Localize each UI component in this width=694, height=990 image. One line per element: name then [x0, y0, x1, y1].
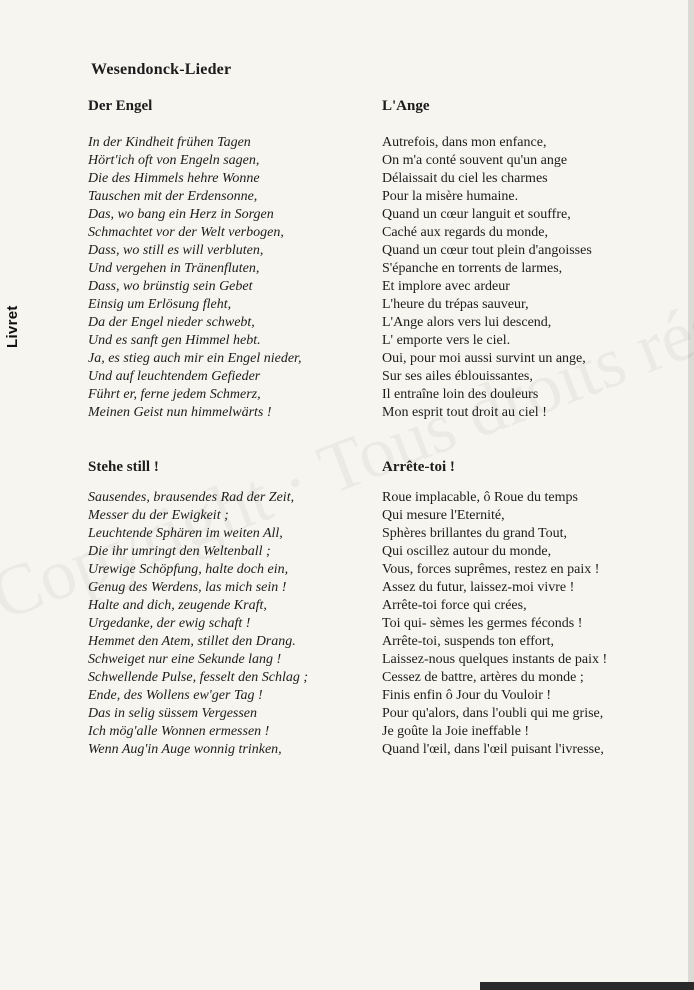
verse-line: L' emporte vers le ciel. — [382, 333, 511, 348]
verse-line: Délaissait du ciel les charmes — [382, 171, 548, 186]
verse-line: Assez du futur, laissez-moi vivre ! — [382, 580, 575, 595]
verse-line: Halte and dich, zeugende Kraft, — [88, 598, 267, 613]
verse-line: Tauschen mit der Erdensonne, — [88, 189, 258, 204]
verse-line: Ja, es stieg auch mir ein Engel nieder, — [88, 351, 302, 366]
verse-line: L'Ange alors vers lui descend, — [382, 315, 552, 330]
verse-line: Urewige Schöpfung, halte doch ein, — [88, 562, 289, 577]
verse-line: Das in selig süssem Vergessen — [88, 706, 258, 721]
section-tab — [0, 298, 30, 358]
verse-line: Et implore avec ardeur — [382, 279, 510, 294]
poem-1-french-text — [382, 134, 672, 422]
poem-2-german-heading-block — [88, 458, 378, 476]
verse-line: Arrête-toi force qui crées, — [382, 598, 527, 613]
verse-line: Qui oscillez autour du monde, — [382, 544, 552, 559]
verse-line: Oui, pour moi aussi survint un ange, — [382, 351, 586, 366]
poem-1-german-text — [88, 134, 378, 422]
verse-line: Il entraîne loin des douleurs — [382, 387, 539, 402]
verse-line: Je goûte la Joie ineffable ! — [382, 724, 530, 739]
verse-line: Meinen Geist nun himmelwärts ! — [88, 405, 272, 420]
poem-1-german-heading-block — [88, 97, 378, 115]
verse-line: Sur ses ailes éblouissantes, — [382, 369, 533, 384]
verse-line: Wenn Aug'in Auge wonnig trinken, — [88, 742, 282, 757]
scan-edge-band — [480, 982, 694, 990]
verse-line: Laissez-nous quelques instants de paix ! — [382, 652, 608, 667]
verse-line: Einsig um Erlösung fleht, — [88, 297, 232, 312]
verse-line: Hört'ich oft von Engeln sagen, — [88, 153, 260, 168]
poem-1-french-heading-block — [382, 97, 672, 115]
verse-line: S'épanche en torrents de larmes, — [382, 261, 563, 276]
verse-line: Hemmet den Atem, stillet den Drang. — [88, 634, 296, 649]
verse-line: Pour qu'alors, dans l'oubli qui me grise, — [382, 706, 604, 721]
verse-line: Und auf leuchtendem Gefieder — [88, 369, 261, 384]
verse-line: Finis enfin ô Jour du Vouloir ! — [382, 688, 552, 703]
verse-line: Sausendes, brausendes Rad der Zeit, — [88, 490, 295, 505]
verse-line: Führt er, ferne jedem Schmerz, — [88, 387, 261, 402]
poem-2-french-title: Arrête-toi ! — [382, 459, 455, 475]
verse-line: Ich mög'alle Wonnen ermessen ! — [88, 724, 270, 739]
verse-line: In der Kindheit frühen Tagen — [88, 135, 251, 150]
verse-line: Schmachtet vor der Welt verbogen, — [88, 225, 284, 240]
poem-1-german-title: Der Engel — [88, 98, 153, 114]
poem-1-french-title: L'Ange — [382, 98, 430, 114]
poem-2-french-verse — [382, 489, 672, 759]
poem-1-german-verse — [88, 134, 378, 422]
page-edge-shadow — [688, 0, 694, 990]
verse-line: Die ihr umringt den Weltenball ; — [88, 544, 271, 559]
verse-line: Vous, forces suprêmes, restez en paix ! — [382, 562, 600, 577]
verse-line: Mon esprit tout droit au ciel ! — [382, 405, 547, 420]
verse-line: Quand l'œil, dans l'œil puisant l'ivresse, — [382, 742, 604, 757]
verse-line: Sphères brillantes du grand Tout, — [382, 526, 568, 541]
verse-line: Cessez de battre, artères du monde ; — [382, 670, 584, 685]
verse-line: Qui mesure l'Eternité, — [382, 508, 505, 523]
verse-line: On m'a conté souvent qu'un ange — [382, 153, 568, 168]
verse-line: Da der Engel nieder schwebt, — [88, 315, 255, 330]
poem-1-french-verse — [382, 134, 672, 422]
verse-line: Messer du der Ewigkeit ; — [88, 508, 229, 523]
verse-line: Caché aux regards du monde, — [382, 225, 548, 240]
verse-line: Die des Himmels hehre Wonne — [88, 171, 260, 186]
verse-line: Leuchtende Sphären im weiten All, — [88, 526, 283, 541]
section-tab-label: Livret — [4, 305, 21, 348]
verse-line: Urgedanke, der ewig schaft ! — [88, 616, 251, 631]
verse-line: Arrête-toi, suspends ton effort, — [382, 634, 554, 649]
verse-line: Und vergehen in Tränenfluten, — [88, 261, 260, 276]
poem-2-german-text — [88, 489, 378, 759]
poem-2-french-text — [382, 489, 672, 759]
verse-line: Ende, des Wollens ew'ger Tag ! — [88, 688, 263, 703]
verse-line: Roue implacable, ô Roue du temps — [382, 490, 578, 505]
poem-2-german-verse — [88, 489, 378, 759]
verse-line: Pour la misère humaine. — [382, 189, 519, 204]
verse-line: Toi qui- sèmes les germes féconds ! — [382, 616, 583, 631]
verse-line: L'heure du trépas sauveur, — [382, 297, 529, 312]
song-cycle-title: Wesendonck-Lieder — [91, 61, 232, 78]
verse-line: Dass, wo brünstig sein Gebet — [88, 279, 253, 294]
verse-line: Schwellende Pulse, fesselt den Schlag ; — [88, 670, 309, 685]
verse-line: Autrefois, dans mon enfance, — [382, 135, 547, 150]
poem-2-french-heading-block — [382, 458, 672, 476]
poem-2-german-title: Stehe still ! — [88, 459, 159, 475]
verse-line: Und es sanft gen Himmel hebt. — [88, 333, 261, 348]
verse-line: Quand un cœur languit et souffre, — [382, 207, 571, 222]
verse-line: Das, wo bang ein Herz in Sorgen — [88, 207, 274, 222]
verse-line: Dass, wo still es will verbluten, — [88, 243, 264, 258]
verse-line: Quand un cœur tout plein d'angoisses — [382, 243, 592, 258]
verse-line: Genug des Werdens, las mich sein ! — [88, 580, 287, 595]
verse-line: Schweiget nur eine Sekunde lang ! — [88, 652, 282, 667]
